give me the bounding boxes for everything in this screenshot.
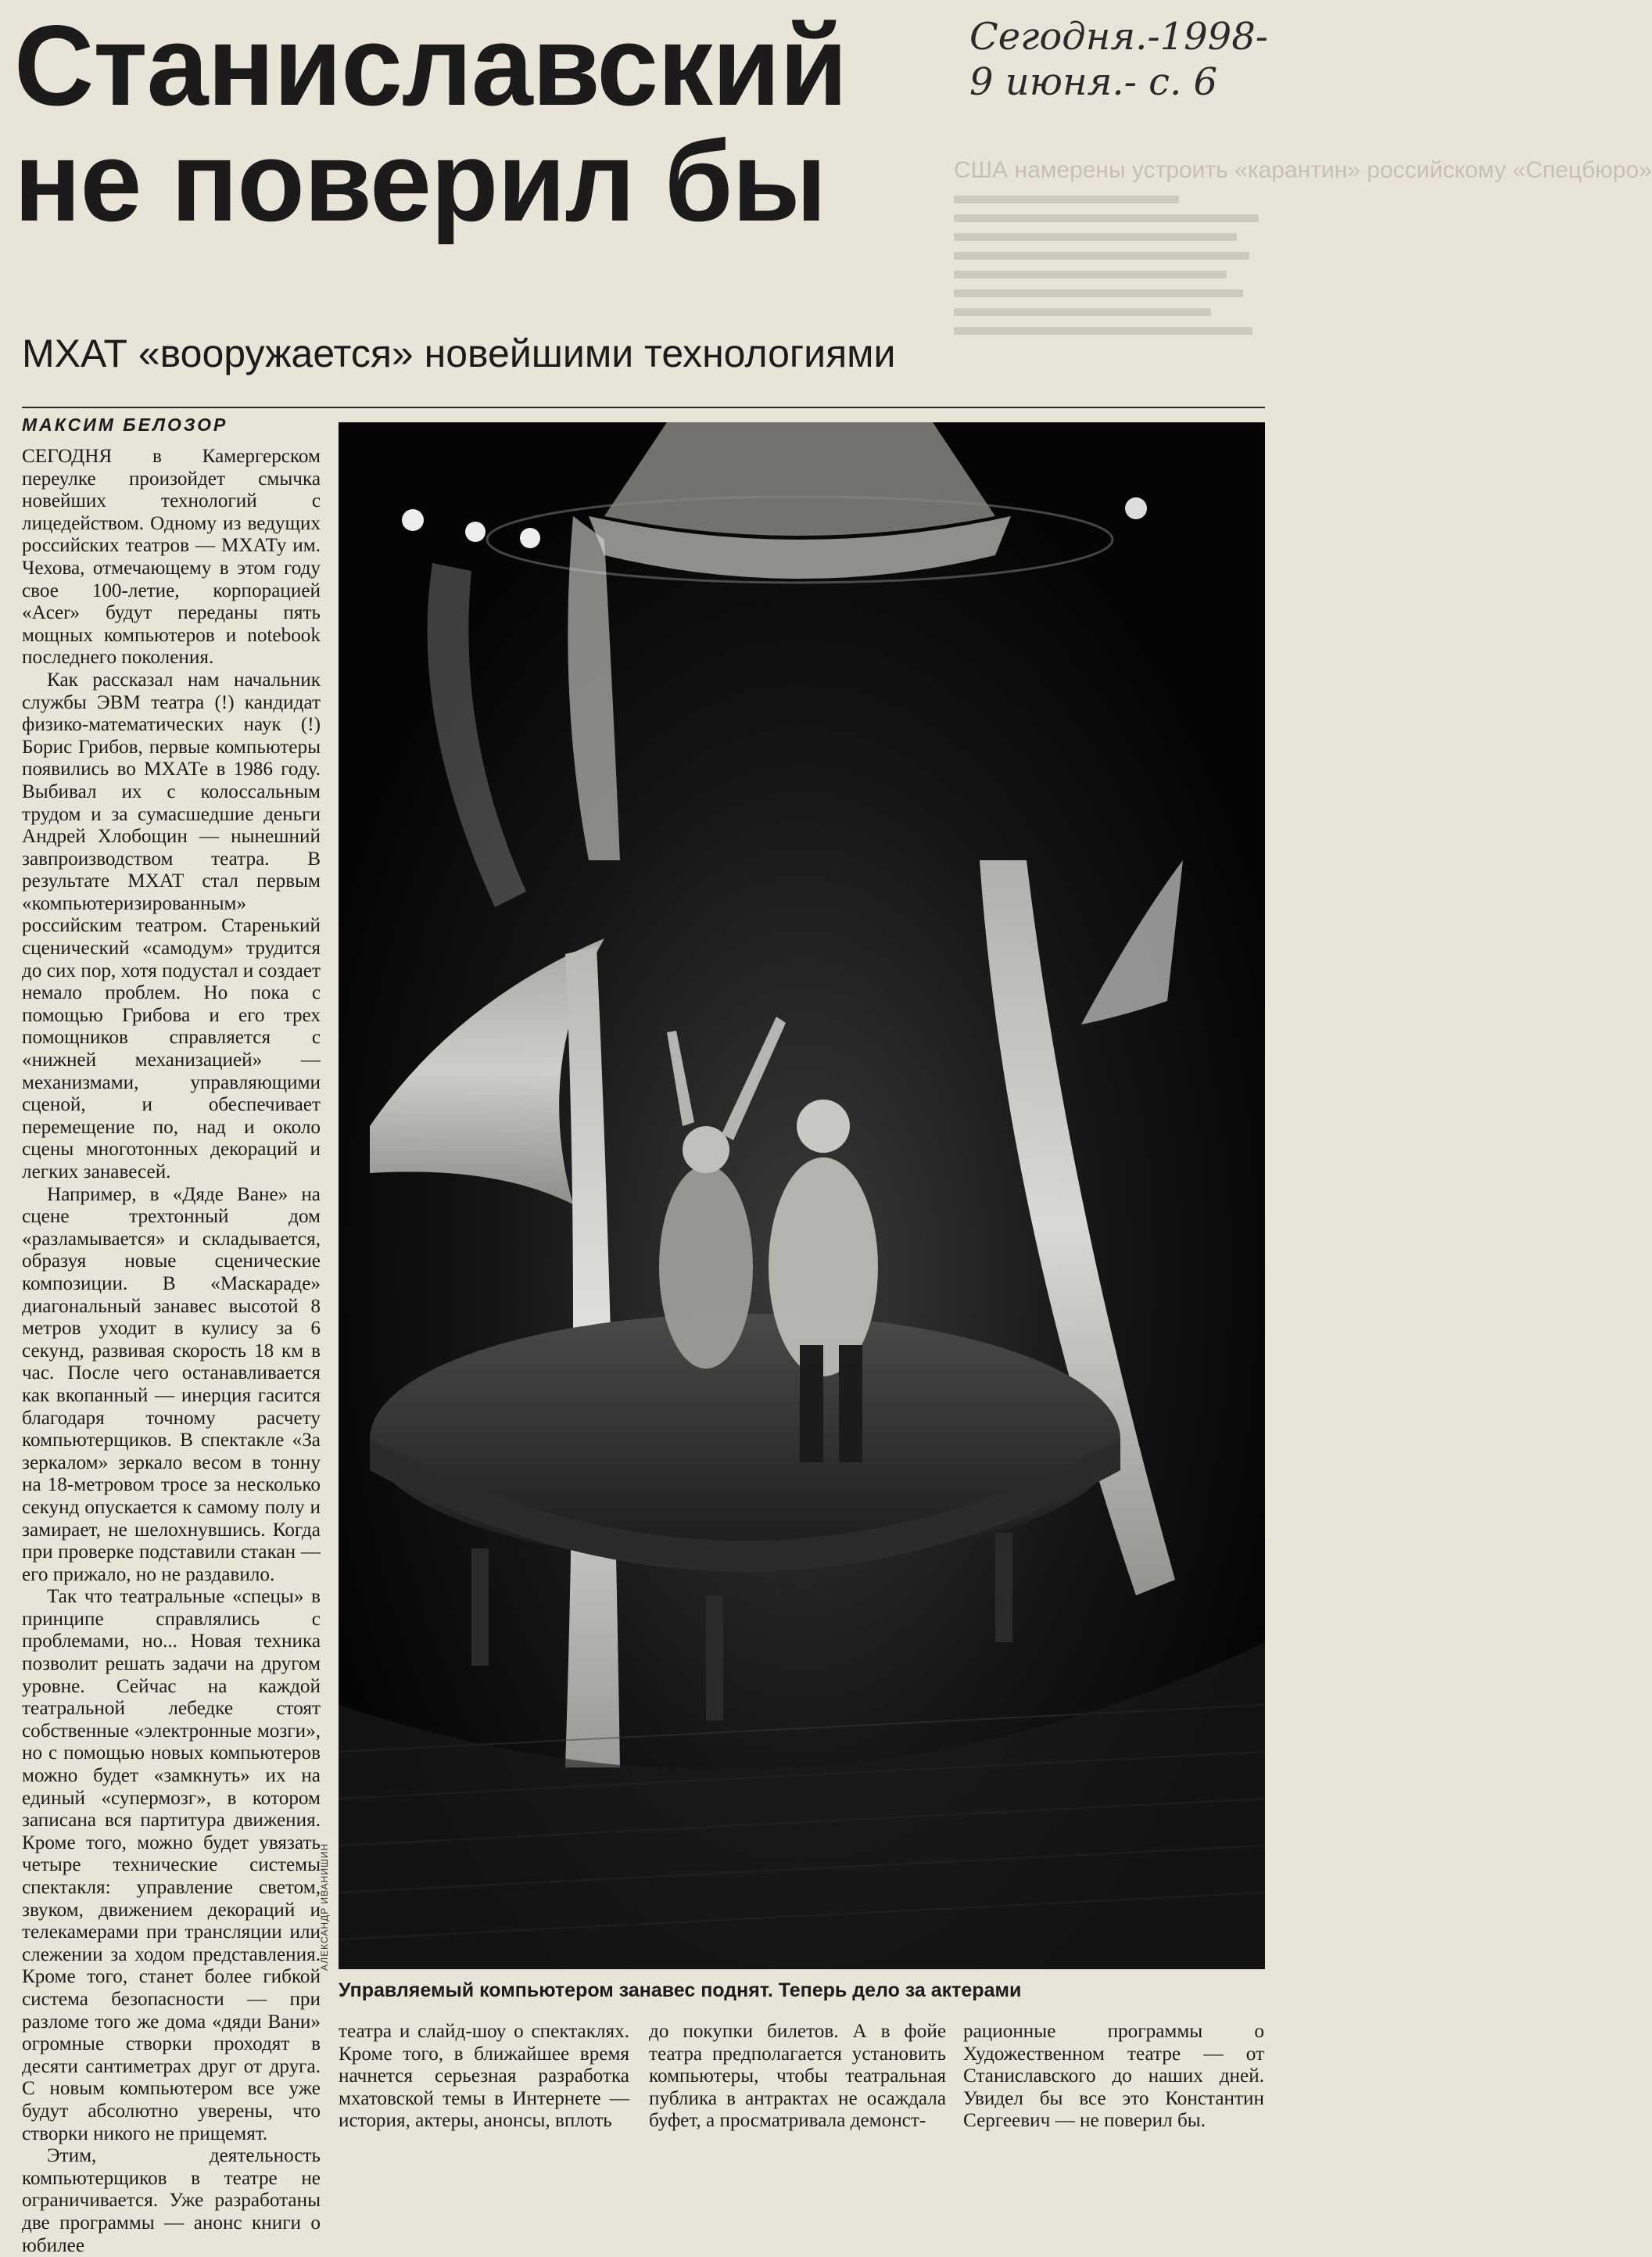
photo-credit: АЛЕКСАНДР ИВАНИШИН: [319, 1843, 330, 1971]
article-paragraph: рационные программы о Художественном театре — от Станиславского до наших дней. Увидел бы все это Константин Сергеевич — не поверил бы.: [963, 2021, 1264, 2132]
headline-line-2: не поверил бы: [14, 117, 826, 245]
stage-photo-illustration: [339, 422, 1265, 1969]
handwritten-line-2: 9 июня.- с. 6: [969, 60, 1218, 104]
article-paragraph: СЕГОДНЯ в Камергерском переулке произойдет смычка новейших технологий с лицедейством. Одному из ведущих российских театров — МХАТу им. Чехова, отмечающему в этом году свое 100-летие, корпорацией «Acer» будут переданы пять мощных компьютеров и notebook последнего поколения.: [22, 446, 321, 669]
article-body-bottom-column-1: [339, 2021, 629, 2185]
bleed-through-text: [954, 156, 1652, 414]
article-body-bottom-column-2: [649, 2021, 946, 2185]
stage-photograph: [339, 422, 1265, 1969]
bleed-through-lines: [954, 196, 1275, 335]
article-paragraph: Этим, деятельность компьютерщиков в театре не ограничивается. Уже разработаны две программы — анонс книги о юбилее: [22, 2145, 321, 2256]
article-body-left-column: [22, 446, 321, 2257]
article-headline: [14, 2, 909, 245]
article-paragraph: Например, в «Дяде Ване» на сцене трехтонный дом «разламывается» и складывается, образуя новые сценические композиции. В «Маскараде» диагональный занавес высотой 8 метров уходит в кулису за 6 секунд, развивая скорость 18 км в час. После чего останавливается как вкопанный — инерция гасится благодаря точному расчету компьютерщиков. В спектакле «За зеркалом» зеркало весом в тонну на 18-метровом тросе за несколько секунд опускается к самому полу и замирает, не шелохнувшись. Когда при проверке подставили стакан — его прижало, но не раздавило.: [22, 1183, 321, 1585]
bleed-through-headline: США намерены устроить «карантин» российскому «Спецбюро»: [954, 157, 1652, 183]
article-body-bottom-column-3: [963, 2021, 1264, 2185]
article-paragraph: Как рассказал нам начальник службы ЭВМ театра (!) кандидат физико-математических наук (!) Борис Грибов, первые компьютеры появились во МХАТе в 1986 году. Выбивал их с колоссальным трудом и за сумасшедшие деньги Андрей Хлобощин — нынешний завпроизводством театра. В результате МХАТ стал первым «компьютеризированным» российским театром. Старенький сценический «самодум» трудится до сих пор, хотя подустал и создает немало проблем. Но пока с помощью Грибова и его трех помощников справляется с «нижней механизацией» — механизмами, управляющими сценой, и обеспечивает перемещение по, над и около сцены многотонных декораций и легких занавесей.: [22, 669, 321, 1182]
photo-caption: Управляемый компьютером занавес поднят. Теперь дело за актерами: [339, 1979, 1022, 2001]
handwritten-source-note: [969, 14, 1267, 105]
article-paragraph: Так что театральные «спецы» в принципе справлялись с проблемами, но... Новая техника позволит решать задачи на другом уровне. Сейчас на каждой театральной лебедке стоят собственные «электронные мозги», но с помощью новых компьютеров можно будет «замкнуть» их на единый «супермозг», в котором записана вся партитура движения. Кроме того, можно будет увязать четыре технические системы спектакля: управление светом, звуком, движением декораций и телекамерами при трансляции или слежении за ходом представления. Кроме того, станет более гибкой система безопасности — при разломе того же дома «дяди Вани» огромные створки проходят в десяти сантиметрах друг от друга. С новым компьютером все уже будут абсолютно уверены, что створки никого не прищемят.: [22, 1586, 321, 2144]
handwritten-line-1: Сегодня.-1998-: [969, 15, 1268, 59]
article-paragraph: до покупки билетов. А в фойе театра предполагается установить компьютеры, чтобы театральная публика в антрактах не осаждала буфет, а просматривала демонст-: [649, 2021, 946, 2132]
article-paragraph: театра и слайд-шоу о спектаклях. Кроме того, в ближайшее время начнется серьезная разработка мхатовской темы в Интернете — история, актеры, анонсы, вплоть: [339, 2021, 629, 2132]
headline-line-1: Станиславский: [14, 2, 848, 129]
byline-rule: [22, 407, 1265, 408]
article-byline: МАКСИМ БЕЛОЗОР: [22, 414, 228, 435]
article-subheadline: МХАТ «вооружается» новейшими технологиями: [22, 332, 896, 375]
